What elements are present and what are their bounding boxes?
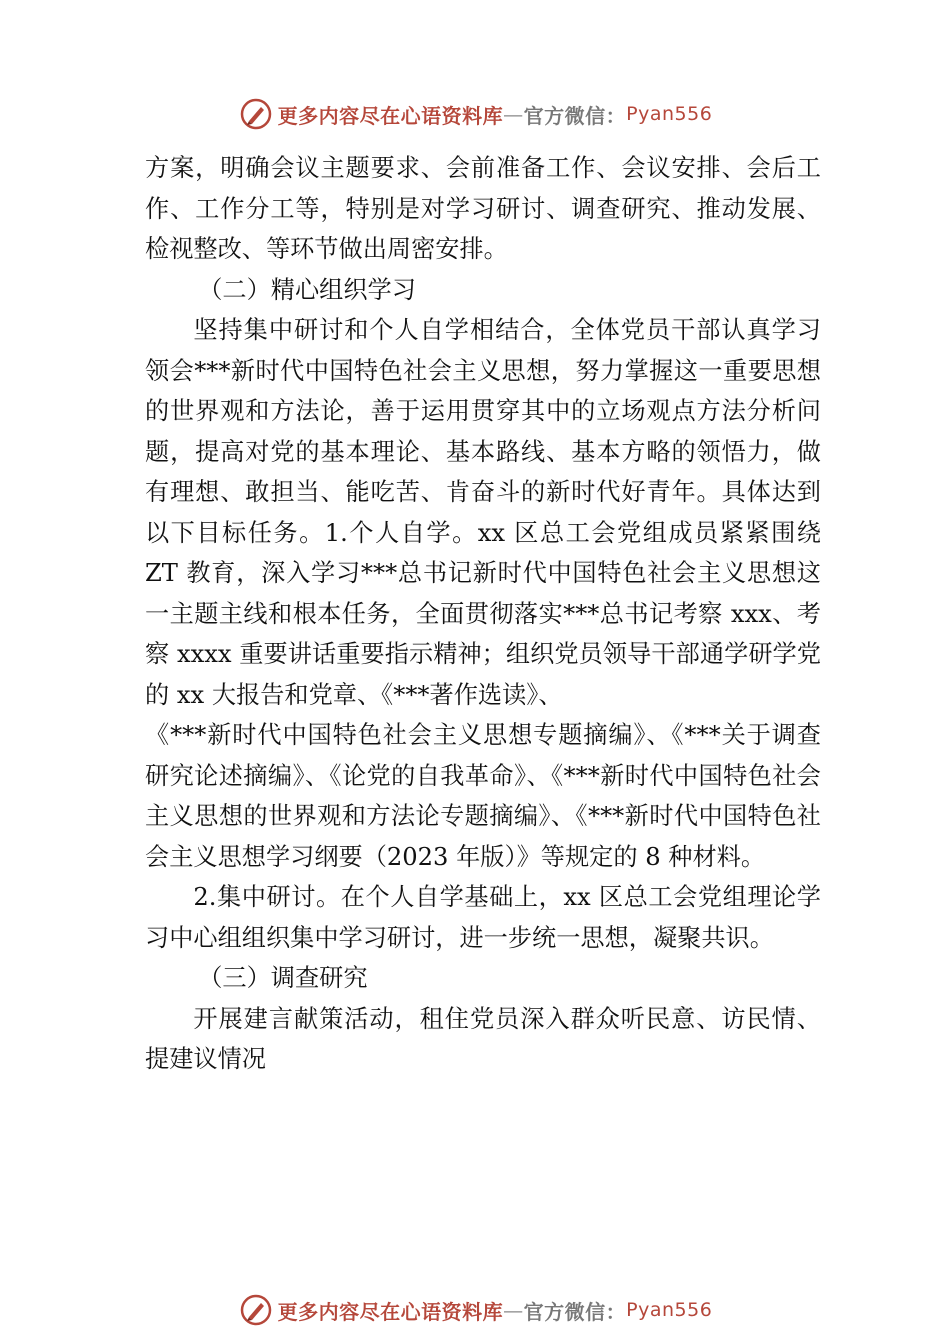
paragraph-research-activities: 开展建言献策活动，租住党员深入群众听民意、访民情、提建议情况 [145, 1004, 821, 1073]
watermark-dash: — [503, 1298, 524, 1322]
pen-logo-icon [238, 96, 274, 132]
watermark-wechat-id: Pyan556 [626, 103, 713, 125]
paragraph-plan-continuation: 方案，明确会议主题要求、会前准备工作、会议安排、会后工作、工作分工等，特别是对学习研讨、调查研究、推动发展、检视整改、等环节做出周密安排。 [145, 154, 821, 263]
watermark-wechat-label: 官方微信： [523, 1299, 627, 1324]
watermark-prefix: 更多内容尽在心语资料库 [277, 1299, 504, 1324]
watermark-wechat-label: 官方微信： [523, 103, 627, 128]
footer-watermark [0, 1288, 950, 1332]
paragraph-collective-discussion: 2.集中研讨。在个人自学基础上，xx 区总工会党组理论学习中心组组织集中学习研讨，进一步统一思想，凝聚共识。 [145, 883, 821, 952]
section-heading-research: （三）调查研究 [198, 964, 368, 992]
pen-logo-icon [238, 1292, 274, 1328]
paragraph-study-materials: 《***新时代中国特色社会主义思想专题摘编》、《***关于调查研究论述摘编》、《论党的自我革命》、《***新时代中国特色社会主义思想的世界观和方法论专题摘编》、《***新时代中国特色社会主义思想学习纲要（2023 年版）》等规定的 8 种材料。 [145, 721, 821, 871]
watermark-wechat-id: Pyan556 [626, 1299, 713, 1321]
watermark-prefix: 更多内容尽在心语资料库 [277, 103, 504, 128]
document-body [145, 148, 821, 1080]
header-watermark [0, 92, 950, 136]
watermark-dash: — [503, 102, 524, 126]
section-heading-study: （二）精心组织学习 [198, 275, 416, 304]
paragraph-study-details: 坚持集中研讨和个人自学相结合，全体党员干部认真学习领会***新时代中国特色社会主义思想，努力掌握这一重要思想的世界观和方法论，善于运用贯穿其中的立场观点方法分析问题，提高对党的基本理论、基本路线、基本方略的领悟力，做有理想、敢担当、能吃苦、肯奋斗的新时代好青年。具体达到以下目标任务。1.个人自学。xx 区总工会党组成员紧紧围绕 ZT 教育，深入学习***总书记新时代中国特色社会主义思想这一主题主线和根本任务，全面贯彻落实***总书记考察 xxx、考察 xxxx 重要讲话重要指示精神；组织党员领导干部通学研学党的 xx 大报告和党章、《***著作选读》、 [145, 316, 821, 709]
